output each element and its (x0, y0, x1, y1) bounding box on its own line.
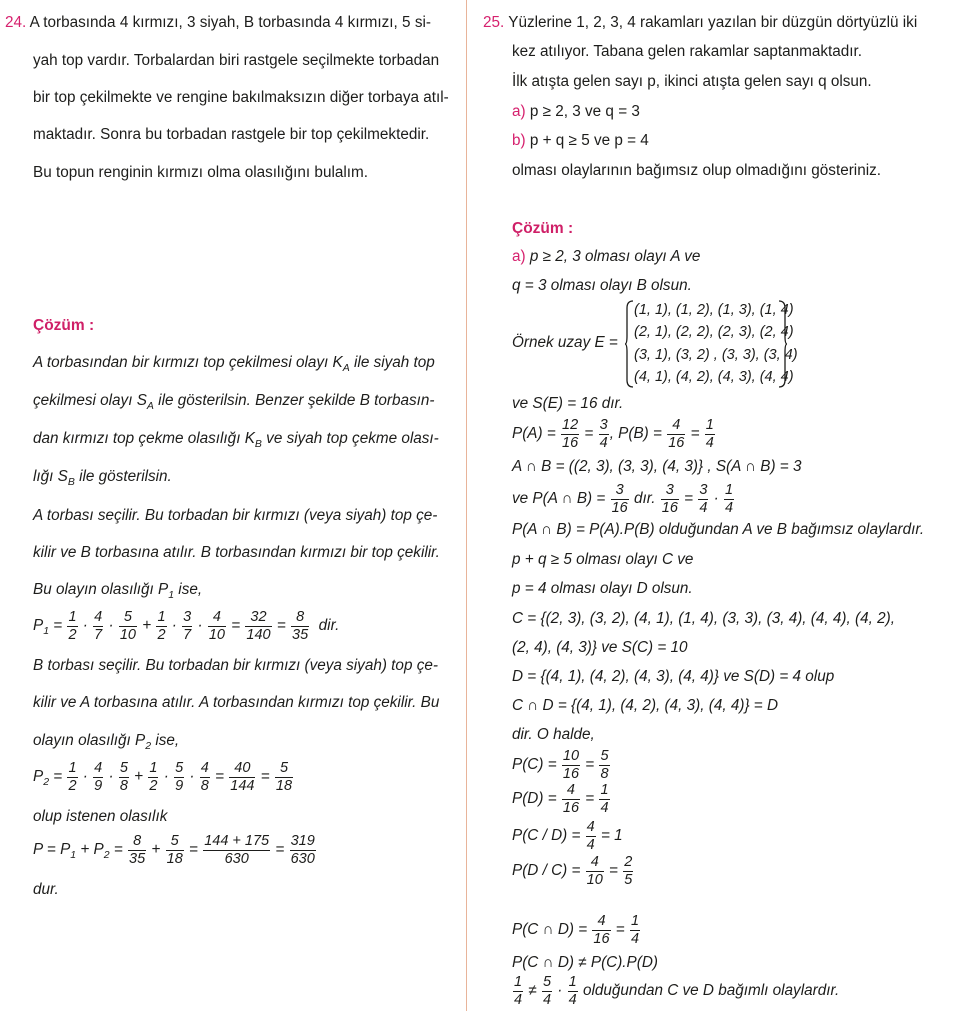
solution-line: C = {(2, 3), (3, 2), (4, 1), (1, 4), (3, 3), (3, 4), (4, 4), (4, 2), (512, 610, 895, 627)
problem-24-line-4: maktadır. Sonra bu torbadan rastgele bir top çekilmektedir. (33, 126, 430, 143)
problem-number: 25. (483, 14, 505, 31)
solution-line: a) p ≥ 2, 3 olması olayı A ve (512, 248, 701, 265)
equation-pa-pb: P(A) = $\frac{12}{16}$ = $\frac{3}{4}$ , P(B) = $\frac{4}{16}$ = $\frac{1}{4}$ (512, 417, 714, 451)
solution-line: olup istenen olasılık (33, 808, 168, 825)
question-end: olması olaylarının bağımsız olup olmadığını gösteriniz. (512, 162, 882, 179)
solution-line: dur. (33, 881, 59, 898)
solution-line: A torbası seçilir. Bu torbadan bir kırmızı (veya siyah) top çe- (33, 507, 438, 524)
problem-24-line-5: Bu topun renginin kırmızı olma olasılığını bulalım. (33, 164, 368, 181)
equation-pdc: P(D / C) = $\frac{4}{10}$ = $\frac{2}{5}$ (512, 854, 633, 888)
equation-final: $\frac{1}{4}$ ≠ $\frac{5}{4}$ · $\frac{1}{4}$ olduğundan C ve D bağımlı olaylardır. (514, 974, 840, 1008)
problem-25-line-1: 25. Yüzlerine 1, 2, 3, 4 rakamları yazılan bir düzgün dörtyüzlü iki (483, 14, 918, 31)
sample-row: (2, 1), (2, 2), (2, 3), (2, 4) (634, 324, 794, 340)
problem-25-line-2: kez atılıyor. Tabana gelen rakamlar saptanmaktadır. (512, 43, 863, 60)
solution-title: Çözüm : (33, 317, 95, 334)
problem-number: 24. (5, 14, 27, 31)
right-brace (778, 300, 788, 388)
solution-line: D = {(4, 1), (4, 2), (4, 3), (4, 4)} ve S(D) = 4 olup (512, 668, 835, 685)
solution-line: A ∩ B = ((2, 3), (3, 3), (4, 3)} , S(A ∩ B) = 3 (512, 458, 802, 475)
solution-line: C ∩ D = {(4, 1), (4, 2), (4, 3), (4, 4)} = D (512, 697, 779, 714)
equation-p2: $P_2$ = $\frac{1}{2}$ · $\frac{4}{9}$ · $\frac{5}{8}$ + $\frac{1}{2}$ · $\frac{5}{9}$ · $\frac{4}{8}$ = $\frac{40}{144}$ = $\frac{5}{18}$ (33, 760, 293, 794)
equation-pc: P(C) = $\frac{10}{16}$ = $\frac{5}{8}$ (512, 748, 609, 782)
problem-25-line-3: İlk atışta gelen sayı p, ikinci atışta gelen sayı q olsun. (512, 73, 872, 90)
equation-pd: P(D) = $\frac{4}{16}$ = $\frac{1}{4}$ (512, 782, 609, 816)
equation-p1: $P_1$ = $\frac{1}{2}$ · $\frac{4}{7}$ · $\frac{5}{10}$ + $\frac{1}{2}$ · $\frac{3}{7}$ · $\frac{4}{10}$ = $\frac{32}{140}$ = $\frac{8}{35}$ dir. (33, 609, 340, 643)
equation-p: $P = P_1 + P_2$ = $\frac{8}{35}$ + $\frac{5}{18}$ = $\frac{144 + 175}{630}$ = $\frac{319}{630}$ (33, 833, 315, 867)
solution-line: kilir ve A torbasına atılır. A torbasından kırmızı top çekilir. Bu (33, 694, 440, 711)
solution-line: P(A ∩ B) = P(A).P(B) olduğundan A ve B bağımsız olaylardır. (512, 521, 925, 538)
problem-24-line-3: bir top çekilmekte ve rengine bakılmaksızın diğer torbaya atıl- (33, 89, 449, 106)
solution-title: Çözüm : (512, 220, 574, 237)
sample-row: (1, 1), (1, 2), (1, 3), (1, 4) (634, 302, 794, 318)
solution-line: P(C ∩ D) ≠ P(C).P(D) (512, 954, 659, 971)
solution-line: olayın olasılığı $P_2$ ise, (33, 732, 180, 752)
solution-line: lığı $S_B$ ile gösterilsin. (33, 468, 172, 488)
solution-line: p + q ≥ 5 olması olayı C ve (512, 551, 694, 568)
problem-24-line-2: yah top vardır. Torbalardan biri rastgele seçilmekte torbadan (33, 52, 440, 69)
equation-pcd: P(C / D) = $\frac{4}{4}$ = 1 (512, 819, 623, 853)
left-brace (624, 300, 634, 388)
solution-line: kilir ve B torbasına atılır. B torbasından kırmızı bir top çekilir. (33, 544, 440, 561)
column-divider (466, 0, 467, 1011)
sample-row: (4, 1), (4, 2), (4, 3), (4, 4) (634, 369, 794, 385)
solution-line: ve S(E) = 16 dır. (512, 395, 624, 412)
solution-line: dan kırmızı top çekme olasılığı $K_B$ ve siyah top çekme olası- (33, 430, 439, 450)
sample-space-label: Örnek uzay E = (512, 334, 618, 351)
solution-line: (2, 4), (4, 3)} ve S(C) = 10 (512, 639, 688, 656)
solution-line: A torbasından bir kırmızı top çekilmesi olayı $K_A$ ile siyah top (33, 354, 435, 374)
problem-24-line-1: 24. A torbasında 4 kırmızı, 3 siyah, B torbasında 4 kırmızı, 5 si- (5, 14, 431, 31)
sample-row: (3, 1), (3, 2) , (3, 3), (3, 4) (634, 347, 798, 363)
equation-pcap: P(C ∩ D) = $\frac{4}{16}$ = $\frac{1}{4}$ (512, 913, 640, 947)
solution-line: p = 4 olması olayı D olsun. (512, 580, 693, 597)
solution-line: B torbası seçilir. Bu torbadan bir kırmızı (veya siyah) top çe- (33, 657, 438, 674)
solution-line: Bu olayın olasılığı $P_1$ ise, (33, 581, 203, 601)
solution-line: q = 3 olması olayı B olsun. (512, 277, 692, 294)
equation-pab: ve P(A ∩ B) = $\frac{3}{16}$ dır. $\frac{3}{16}$ = $\frac{3}{4}$ · $\frac{1}{4}$ (512, 482, 734, 516)
solution-line: çekilmesi olayı $S_A$ ile gösterilsin. Benzer şekilde B torbasın- (33, 392, 435, 412)
option-b: b) p + q ≥ 5 ve p = 4 (512, 132, 649, 149)
solution-line: dir. O halde, (512, 726, 595, 743)
option-a: a) p ≥ 2, 3 ve q = 3 (512, 103, 640, 120)
